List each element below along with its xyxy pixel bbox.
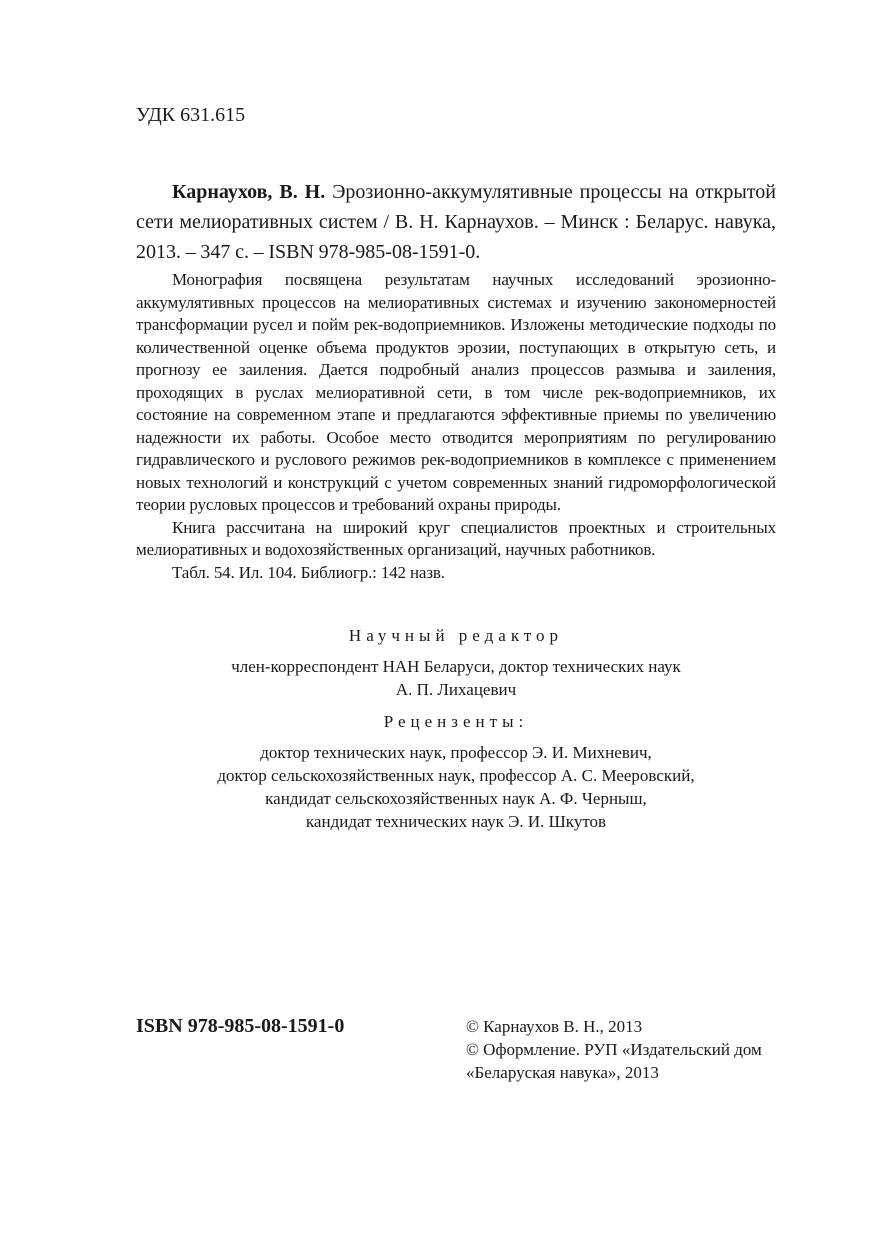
bibliographic-record: [136, 177, 776, 267]
reviewers-heading: Рецензенты:: [383, 712, 529, 731]
reviewer-item: доктор сельскохозяйственных наук, профессор А. С. Мееровский,: [217, 766, 695, 785]
isbn-number: ISBN 978-985-08-1591-0: [136, 1015, 345, 1037]
bibliographic-description: Эрозионно-аккумулятивные процессы на открытой сети мелиоративных систем / В. Н. Карнаухов. – Минск : Беларус. навука, 2013. – 347 с. – ISBN 978-985-08-1591-0.: [136, 181, 776, 263]
editor-name: А. П. Лихацевич: [395, 680, 517, 699]
editor-heading: Научный редактор: [348, 626, 564, 645]
reviewer-item: доктор технических наук, профессор Э. И. Михневич,: [260, 743, 652, 762]
reviewer-item: кандидат сельскохозяйственных наук А. Ф. Черныш,: [265, 789, 647, 808]
credits-block: [136, 624, 776, 833]
reviewer-item: кандидат технических наук Э. И. Шкутов: [305, 812, 607, 831]
copyright-line: «Беларуская навука», 2013: [466, 1063, 659, 1082]
copyright-line: © Карнаухов В. Н., 2013: [466, 1017, 643, 1036]
author-name: Карнаухов, В. Н.: [172, 181, 326, 203]
abstract-paragraph: Табл. 54. Ил. 104. Библиогр.: 142 назв.: [172, 562, 445, 582]
abstract-paragraph: Монография посвящена результатам научных исследований эрозионно-аккумулятивных процессов на мелиоративных системах и изучению закономерностей трансформации русел и пойм рек-водоприемников. Изложены методические подходы по количественной оценке объема продуктов эрозии, поступающих в открытую сеть, и прогнозу ее заиления. Дается подробный анализ процессов размыва и заиления, проходящих в руслах мелиоративной сети, в том числе рек-водоприемников, их состояние на современном этапе и предлагаются эффективные приемы по увеличению надежности их работы. Особое место отводится мероприятиям по регулированию гидравлического и руслового режимов рек-водоприемников в комплексе с применением новых технологий и конструкций с учетом современных знаний гидроморфологической теории русловых процессов и требований охраны природы.: [136, 270, 776, 514]
udk-code: УДК 631.615: [136, 104, 246, 126]
editor-title: член-корреспондент НАН Беларуси, доктор технических наук: [231, 657, 681, 676]
copyright-block: [466, 1015, 786, 1084]
abstract-paragraph: Книга рассчитана на широкий круг специалистов проектных и строительных мелиоративных и водохозяйственных организаций, научных работников.: [136, 517, 776, 559]
copyright-line: © Оформление. РУП «Издательский дом: [466, 1040, 762, 1059]
abstract: [136, 269, 776, 584]
